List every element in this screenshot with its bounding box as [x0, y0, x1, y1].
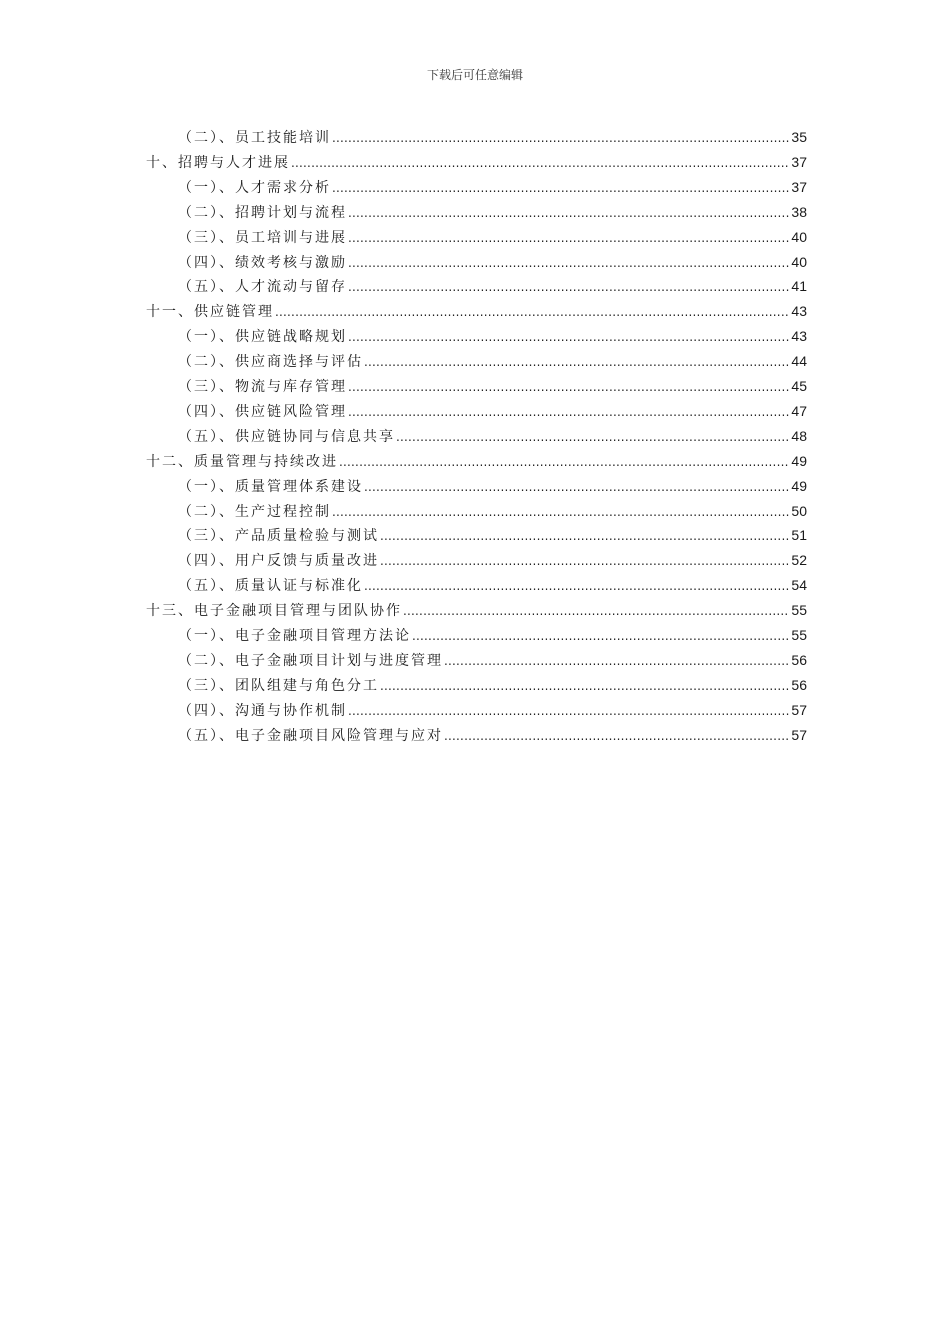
- toc-dot-leader: [444, 725, 789, 747]
- toc-entry-page-number: 40: [791, 228, 807, 245]
- toc-entry[interactable]: [178, 400, 807, 422]
- toc-dot-leader: [332, 127, 789, 149]
- toc-entry[interactable]: [178, 325, 807, 347]
- toc-dot-leader: [348, 326, 789, 348]
- toc-entry-page-number: 57: [791, 726, 807, 743]
- toc-entry-title: （五）、供应链协同与信息共享: [178, 428, 395, 445]
- toc-dot-leader: [380, 675, 789, 697]
- toc-dot-leader: [339, 451, 789, 473]
- toc-entry-title: 十三、电子金融项目管理与团队协作: [146, 603, 402, 620]
- toc-entry[interactable]: [178, 176, 807, 198]
- toc-entry-page-number: 40: [791, 253, 807, 270]
- toc-entry[interactable]: [178, 699, 807, 721]
- toc-entry[interactable]: [178, 549, 807, 571]
- toc-entry-page-number: 56: [791, 676, 807, 693]
- toc-entry-page-number: 55: [791, 602, 807, 619]
- toc-entry-title: （一）、供应链战略规划: [178, 329, 347, 346]
- toc-dot-leader: [364, 351, 789, 373]
- toc-entry-title: （五）、质量认证与标准化: [178, 578, 363, 595]
- toc-entry-title: 十一、供应链管理: [146, 304, 274, 321]
- toc-dot-leader: [403, 600, 789, 622]
- toc-entry-page-number: 49: [791, 452, 807, 469]
- toc-dot-leader: [348, 401, 789, 423]
- toc-entry[interactable]: [178, 201, 807, 223]
- toc-entry-page-number: 45: [791, 378, 807, 394]
- toc-dot-leader: [380, 550, 789, 572]
- toc-entry[interactable]: [146, 450, 807, 472]
- toc-entry[interactable]: [178, 126, 807, 148]
- toc-entry[interactable]: [146, 151, 807, 173]
- toc-entry-page-number: 48: [791, 427, 807, 444]
- toc-entry-title: （四）、供应链风险管理: [178, 403, 347, 420]
- toc-dot-leader: [364, 575, 789, 597]
- toc-entry-title: （二）、员工技能培训: [178, 130, 331, 146]
- toc-entry-title: （四）、绩效考核与激励: [178, 254, 347, 271]
- toc-entry-page-number: 51: [791, 527, 807, 544]
- toc-entry-page-number: 43: [791, 328, 807, 345]
- toc-entry-page-number: 38: [791, 203, 807, 220]
- toc-entry-page-number: 35: [791, 129, 807, 145]
- toc-entry[interactable]: [178, 251, 807, 273]
- toc-entry-title: （三）、产品质量检验与测试: [178, 528, 379, 545]
- toc-entry[interactable]: [178, 425, 807, 447]
- toc-entry-title: （一）、人才需求分析: [178, 179, 331, 196]
- toc-entry[interactable]: [146, 599, 807, 621]
- toc-entry-page-number: 57: [791, 701, 807, 718]
- toc-dot-leader: [291, 152, 789, 174]
- toc-entry-title: （五）、电子金融项目风险管理与应对: [178, 727, 443, 744]
- toc-entry-title: （三）、物流与库存管理: [178, 379, 347, 395]
- toc-entry[interactable]: [178, 375, 807, 397]
- toc-entry[interactable]: [178, 674, 807, 696]
- toc-entry-title: （二）、生产过程控制: [178, 503, 331, 520]
- toc-dot-leader: [332, 501, 789, 523]
- toc-entry-title: 十二、质量管理与持续改进: [146, 453, 338, 470]
- toc-entry-title: （二）、招聘计划与流程: [178, 204, 347, 221]
- toc-entry-title: （二）、供应商选择与评估: [178, 354, 363, 371]
- toc-entry-page-number: 44: [791, 353, 807, 370]
- toc-dot-leader: [348, 252, 789, 274]
- toc-dot-leader: [444, 650, 789, 672]
- toc-entry-page-number: 56: [791, 651, 807, 668]
- toc-entry-page-number: 43: [791, 303, 807, 320]
- toc-entry[interactable]: [146, 300, 807, 322]
- toc-dot-leader: [380, 525, 789, 547]
- toc-dot-leader: [396, 426, 789, 448]
- toc-entry[interactable]: [178, 226, 807, 248]
- toc-entry-page-number: 37: [791, 178, 807, 195]
- toc-dot-leader: [348, 227, 789, 249]
- toc-entry-title: （三）、团队组建与角色分工: [178, 677, 379, 694]
- toc-entry-title: 十、招聘与人才进展: [146, 154, 290, 171]
- toc-entry-title: （二）、电子金融项目计划与进度管理: [178, 652, 443, 669]
- toc-entry-title: （四）、用户反馈与质量改进: [178, 553, 379, 570]
- toc-dot-leader: [364, 476, 789, 498]
- toc-entry-title: （三）、员工培训与进展: [178, 229, 347, 246]
- toc-dot-leader: [348, 276, 789, 298]
- toc-entry[interactable]: [178, 475, 807, 497]
- toc-dot-leader: [348, 376, 789, 398]
- toc-entry-page-number: 41: [791, 278, 807, 295]
- toc-dot-leader: [348, 202, 789, 224]
- toc-dot-leader: [332, 177, 789, 199]
- toc-entry[interactable]: [178, 275, 807, 297]
- toc-entry[interactable]: [178, 649, 807, 671]
- toc-entry-page-number: 50: [791, 502, 807, 519]
- toc-entry[interactable]: [178, 350, 807, 372]
- toc-entry[interactable]: [178, 624, 807, 646]
- toc-dot-leader: [275, 301, 789, 323]
- toc-entry-page-number: 49: [791, 477, 807, 494]
- toc-entry-page-number: 54: [791, 577, 807, 594]
- page-header: 下载后可任意编辑: [426, 68, 523, 82]
- toc-entry[interactable]: [178, 500, 807, 522]
- toc-dot-leader: [348, 700, 789, 722]
- toc-entry-title: （五）、人才流动与留存: [178, 279, 347, 296]
- toc-entry-title: （四）、沟通与协作机制: [178, 702, 347, 719]
- toc-dot-leader: [412, 625, 789, 647]
- toc-entry-page-number: 52: [791, 552, 807, 569]
- toc-entry-title: （一）、电子金融项目管理方法论: [178, 628, 411, 644]
- toc-entry[interactable]: [178, 574, 807, 596]
- toc-entry[interactable]: [178, 524, 807, 546]
- toc-entry[interactable]: [178, 724, 807, 746]
- toc-entry-page-number: 55: [791, 627, 807, 643]
- toc-entry-page-number: 47: [791, 402, 807, 419]
- toc-entry-page-number: 37: [791, 153, 807, 170]
- toc-entry-title: （一）、质量管理体系建设: [178, 478, 363, 495]
